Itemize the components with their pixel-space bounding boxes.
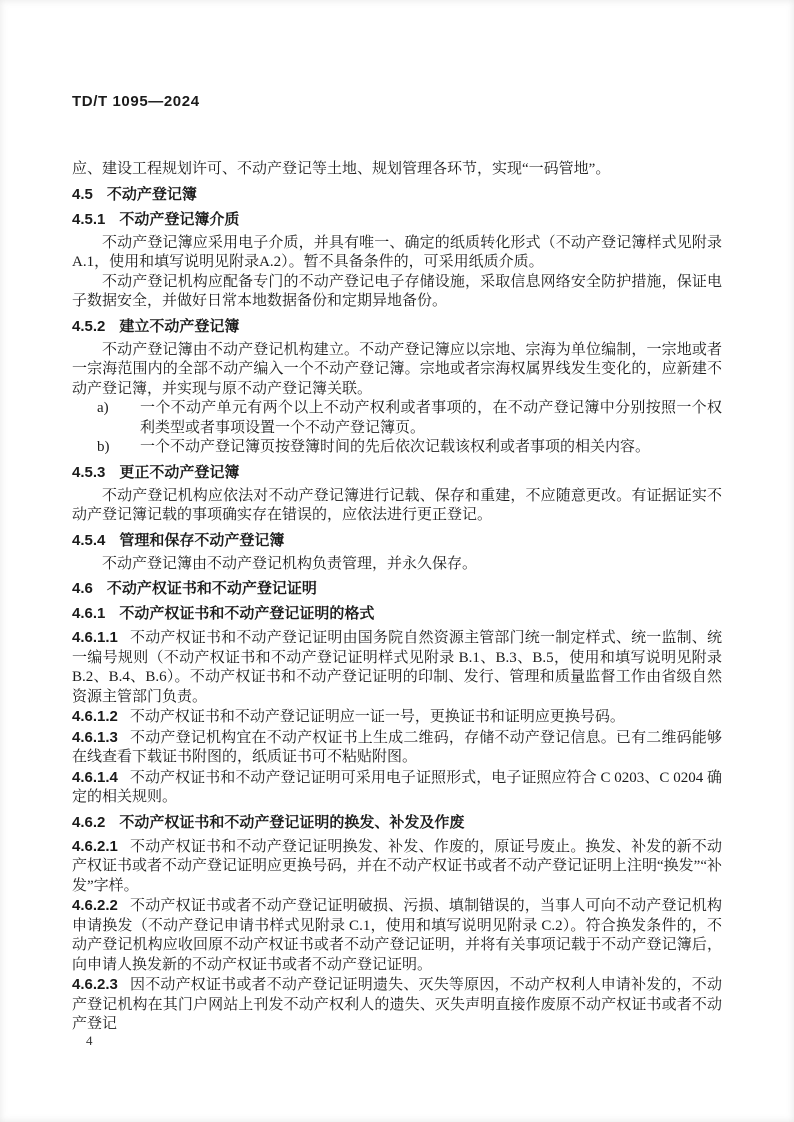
heading-4-5	[72, 185, 722, 205]
clause-4-6-1-2	[72, 707, 722, 728]
heading-title: 不动产登记簿介质	[119, 210, 240, 228]
clause-text: 不动产权证书或者不动产登记证明破损、污损、填制错误的，当事人可向不动产登记机构申请换发（不动产登记申请书样式见附录 C.1，使用和填写说明见附录 C.2）。符合换发条件的，不动产登记机构应收回原不动产权证书或者不动产登记证明，并将有关事项记载于不动产登记簿后，向申请人换发新的不动产权证书或者不动产登记证明。	[72, 898, 722, 973]
heading-4-6-2	[72, 813, 722, 833]
heading-number: 4.5	[72, 185, 93, 203]
page-number: 4	[86, 1033, 93, 1048]
heading-number: 4.5.4	[72, 531, 106, 549]
heading-number: 4.6.2	[72, 813, 106, 831]
heading-title: 不动产权证书和不动产登记证明	[106, 580, 317, 597]
clause-number: 4.6.1.3	[72, 728, 118, 746]
list-item-b	[72, 438, 722, 458]
heading-4-6	[72, 579, 722, 599]
paragraph: 不动产登记簿由不动产登记机构建立。不动产登记簿应以宗地、宗海为单位编制，一宗地或者一宗海范围内的全部不动产编入一个不动产登记簿。宗地或者宗海权属界线发生变化的，应新建不动产登记簿，并实现与原不动产登记簿关联。	[72, 341, 722, 397]
clause-4-6-2-1	[72, 837, 722, 897]
paragraph: 不动产登记机构应配备专门的不动产登记电子存储设施，采取信息网络安全防护措施，保证电子数据安全，并做好日常本地数据备份和定期异地备份。	[72, 273, 722, 309]
heading-title: 更正不动产登记簿	[119, 463, 240, 481]
clause-number: 4.6.2.2	[72, 897, 118, 914]
heading-number: 4.6.1	[72, 605, 106, 622]
clause-number: 4.6.1.1	[72, 629, 118, 646]
heading-4-6-1	[72, 604, 722, 624]
clause-number: 4.6.2.3	[72, 976, 118, 993]
clause-4-6-2-3	[72, 975, 722, 1035]
paragraph-continuation: 应、建设工程规划许可、不动产登记等土地、规划管理各环节，实现“一码管地”。	[72, 161, 611, 177]
clause-text: 不动产权证书和不动产登记证明可采用电子证照形式，电子证照应符合 C 0203、C 0204 确定的相关规则。	[72, 769, 722, 805]
clause-number: 4.6.1.4	[72, 768, 118, 786]
heading-number: 4.5.2	[72, 317, 106, 335]
heading-number: 4.5.3	[72, 463, 106, 481]
list-item-label: b)	[97, 439, 110, 455]
document-body	[72, 160, 722, 1035]
list-item-text: 一个不动产单元有两个以上不动产权利或者事项的，在不动产登记簿中分别按照一个权利类型或者事项设置一个不动产登记簿页。	[140, 400, 722, 436]
heading-number: 4.6	[72, 580, 93, 597]
clause-text: 不动产权证书和不动产登记证明应一证一号，更换证书和证明应更换号码。	[129, 709, 625, 725]
clause-4-6-1-1	[72, 628, 722, 707]
list-item-label: a)	[97, 400, 109, 416]
list-item-a	[72, 399, 722, 438]
list-item-text: 一个不动产登记簿页按登簿时间的先后依次记载该权利或者事项的相关内容。	[140, 439, 651, 455]
heading-4-5-2	[72, 317, 722, 337]
clause-4-6-1-4	[72, 768, 722, 808]
heading-number: 4.5.1	[72, 210, 106, 228]
standard-number-header: TD/T 1095—2024	[72, 93, 200, 110]
clause-number: 4.6.2.1	[72, 837, 118, 855]
clause-text: 不动产登记机构宜在不动产权证书上生成二维码，存储不动产登记信息。已有二维码能够在线查看下载证书附图的，纸质证书可不粘贴附图。	[72, 729, 722, 765]
heading-title: 不动产权证书和不动产登记证明的格式	[119, 605, 375, 622]
clause-text: 不动产权证书和不动产登记证明由国务院自然资源主管部门统一制定样式、统一监制、统一编号规则（不动产权证书和不动产登记证明样式见附录 B.1、B.3、B.5，使用和填写说明见附录 B.2、B.4、B.6）。不动产权证书和不动产登记证明的印制、发行、管理和质量监督工作由省级自然资源主管部门负责。	[72, 630, 722, 705]
clause-text: 不动产权证书和不动产登记证明换发、补发、作废的，原证号废止。换发、补发的新不动产权证书或者不动产登记证明应更换号码，并在不动产权证书或者不动产登记证明上注明“换发”“补发”字样。	[72, 838, 722, 894]
heading-title: 建立不动产登记簿	[119, 317, 240, 335]
heading-title: 不动产权证书和不动产登记证明的换发、补发及作废	[119, 813, 465, 831]
clause-4-6-2-2	[72, 896, 722, 975]
heading-4-5-3	[72, 463, 722, 483]
clause-4-6-1-3	[72, 728, 722, 768]
clause-text: 因不动产权证书或者不动产登记证明遗失、灭失等原因，不动产权利人申请补发的，不动产登记机构在其门户网站上刊发不动产权利人的遗失、灭失声明直接作废原不动产权证书或者不动产登记	[72, 977, 722, 1032]
paragraph: 不动产登记簿应采用电子介质，并具有唯一、确定的纸质转化形式（不动产登记簿样式见附录A.1，使用和填写说明见附录A.2）。暂不具备条件的，可采用纸质介质。	[72, 234, 722, 270]
paragraph: 不动产登记簿由不动产登记机构负责管理，并永久保存。	[102, 555, 478, 572]
heading-4-5-4	[72, 531, 722, 551]
heading-title: 不动产登记簿	[106, 185, 197, 203]
paragraph: 不动产登记机构应依法对不动产登记簿进行记载、保存和重建，不应随意更改。有证据证实不动产登记簿记载的事项确实存在错误的，应依法进行更正登记。	[72, 487, 722, 523]
heading-title: 管理和保存不动产登记簿	[119, 531, 285, 549]
clause-number: 4.6.1.2	[72, 708, 118, 725]
heading-4-5-1	[72, 210, 722, 230]
